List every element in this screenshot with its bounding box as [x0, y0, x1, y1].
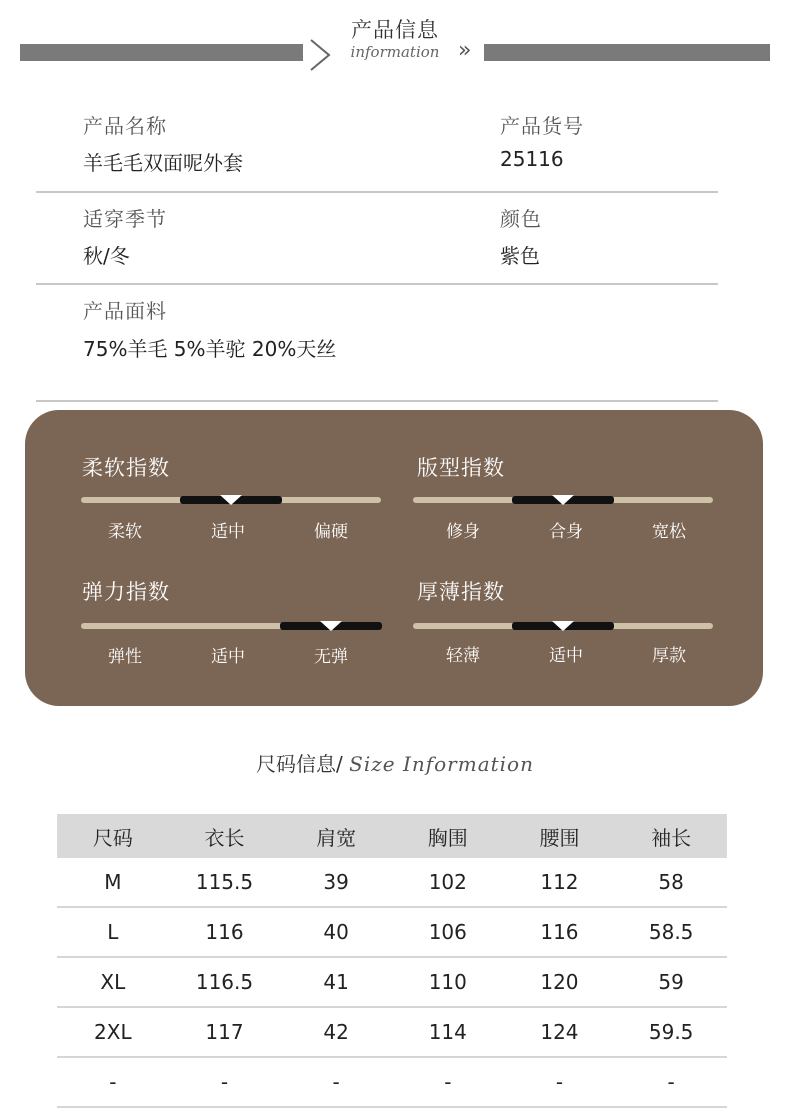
header-chest: 胸围: [392, 814, 504, 858]
divider: [36, 283, 718, 285]
table-cell: 117: [169, 1007, 281, 1057]
table-cell: 110: [392, 957, 504, 1007]
table-row: [57, 1057, 727, 1107]
table-cell: 40: [280, 907, 392, 957]
table-cell: 41: [280, 957, 392, 1007]
chevron-right-icon: [309, 38, 333, 72]
season-label: 适穿季节: [83, 207, 167, 231]
softness-pointer: [220, 495, 242, 505]
softness-tick-medium: 适中: [211, 522, 245, 542]
elasticity-tick-none: 无弹: [314, 647, 348, 667]
table-cell: 39: [280, 858, 392, 907]
thickness-tick-medium: 适中: [549, 646, 583, 666]
header-size: 尺码: [57, 814, 169, 858]
size-table-header: [57, 814, 727, 858]
table-cell: -: [615, 1057, 727, 1107]
fit-scale: [413, 497, 713, 503]
table-cell: 58: [615, 858, 727, 907]
table-cell: 120: [504, 957, 616, 1007]
size-info-title: [0, 748, 790, 777]
season-value: 秋/冬: [83, 244, 130, 268]
product-name-label: 产品名称: [83, 114, 167, 138]
table-cell: 2XL: [57, 1007, 169, 1057]
softness-tick-soft: 柔软: [108, 522, 142, 542]
table-cell: 58.5: [615, 907, 727, 957]
fit-tick-slim: 修身: [446, 522, 480, 542]
elasticity-index-title: 弹力指数: [82, 580, 170, 604]
fit-index-title: 版型指数: [417, 456, 505, 480]
divider: [36, 400, 718, 402]
table-cell: 59: [615, 957, 727, 1007]
table-cell: 116: [169, 907, 281, 957]
thickness-scale: [413, 623, 713, 629]
header-title: 产品信息: [351, 18, 439, 42]
table-cell: 112: [504, 858, 616, 907]
header-shoulder: 肩宽: [280, 814, 392, 858]
size-title-en: Size Information: [349, 752, 534, 776]
fabric-value: 75%羊毛 5%羊驼 20%天丝: [83, 337, 337, 361]
product-sku-value: 25116: [500, 147, 564, 171]
table-cell: -: [57, 1057, 169, 1107]
table-row: [57, 858, 727, 907]
table-cell: 116.5: [169, 957, 281, 1007]
divider: [36, 191, 718, 193]
product-name-value: 羊毛毛双面呢外套: [83, 151, 243, 175]
double-chevron-icon: »: [458, 38, 472, 63]
elasticity-tick-medium: 适中: [211, 647, 245, 667]
table-cell: 106: [392, 907, 504, 957]
table-cell: -: [504, 1057, 616, 1107]
softness-index-title: 柔软指数: [82, 456, 170, 480]
table-cell: 115.5: [169, 858, 281, 907]
fit-pointer: [552, 495, 574, 505]
header-bar-right: [484, 44, 770, 61]
thickness-pointer: [552, 621, 574, 631]
elasticity-scale: [81, 623, 381, 629]
thickness-index-title: 厚薄指数: [417, 580, 505, 604]
fit-tick-loose: 宽松: [652, 522, 686, 542]
table-cell: -: [392, 1057, 504, 1107]
table-cell: -: [169, 1057, 281, 1107]
fabric-label: 产品面料: [83, 299, 167, 323]
softness-tick-hard: 偏硬: [314, 522, 348, 542]
table-cell: 124: [504, 1007, 616, 1057]
header-waist: 腰围: [504, 814, 616, 858]
table-cell: XL: [57, 957, 169, 1007]
color-label: 颜色: [500, 207, 542, 231]
table-cell: 59.5: [615, 1007, 727, 1057]
color-value: 紫色: [500, 244, 540, 268]
table-cell: -: [280, 1057, 392, 1107]
table-cell: 114: [392, 1007, 504, 1057]
table-cell: 102: [392, 858, 504, 907]
header-subtitle: information: [350, 43, 440, 61]
elasticity-pointer: [320, 621, 342, 631]
header-sleeve: 袖长: [615, 814, 727, 858]
table-row: [57, 907, 727, 957]
elasticity-tick-elastic: 弹性: [108, 647, 142, 667]
fit-tick-regular: 合身: [549, 522, 583, 542]
thickness-tick-thin: 轻薄: [446, 646, 480, 666]
table-cell: 42: [280, 1007, 392, 1057]
softness-scale: [81, 497, 381, 503]
size-title-cn: 尺码信息/: [256, 752, 343, 776]
table-row: [57, 957, 727, 1007]
header-bar-left: [20, 44, 303, 61]
product-sku-label: 产品货号: [500, 114, 584, 138]
table-cell: L: [57, 907, 169, 957]
table-row: [57, 1007, 727, 1057]
size-table: [57, 814, 727, 1108]
table-cell: 116: [504, 907, 616, 957]
header-length: 衣长: [169, 814, 281, 858]
thickness-tick-thick: 厚款: [652, 646, 686, 666]
table-cell: M: [57, 858, 169, 907]
